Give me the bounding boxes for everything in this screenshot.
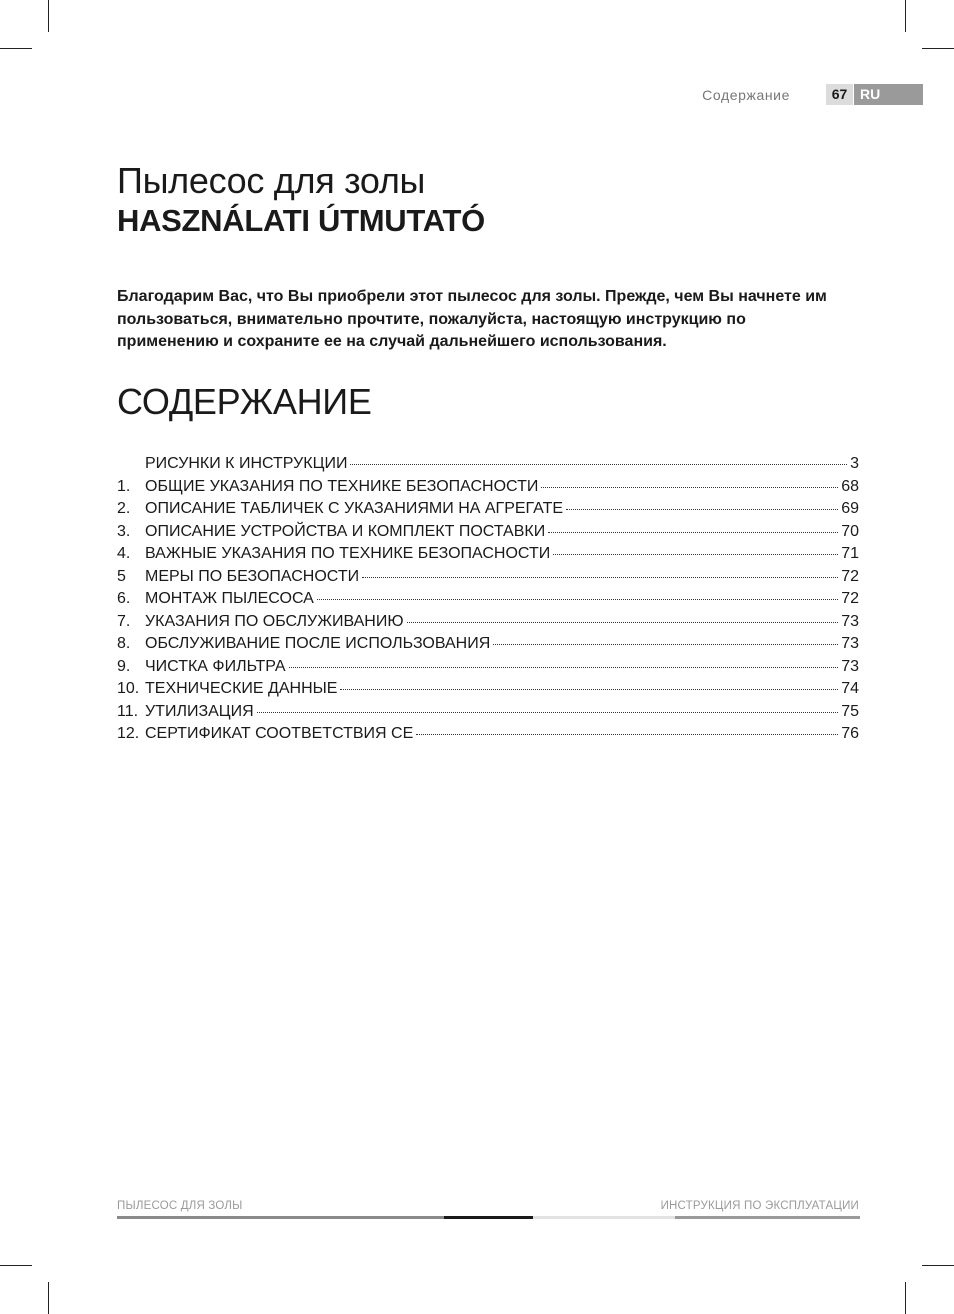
toc-item-page: 73 (841, 612, 859, 630)
toc-item-label: УТИЛИЗАЦИЯ (145, 702, 254, 720)
toc-item[interactable] (117, 613, 859, 636)
toc-item-number: 8. (117, 635, 131, 652)
toc-dot-leader (362, 576, 838, 578)
toc-item-page: 74 (841, 680, 859, 697)
crop-mark (0, 48, 32, 49)
toc-item[interactable] (117, 703, 859, 726)
toc-dot-leader (257, 711, 839, 713)
header-section-title: Содержание (702, 87, 790, 103)
toc-item[interactable] (117, 635, 859, 658)
toc-item-label: МОНТАЖ ПЫЛЕСОСА (145, 590, 314, 607)
toc-item-label: ТЕХНИЧЕСКИЕ ДАННЫЕ (145, 680, 338, 697)
toc-item-page: 71 (841, 545, 859, 562)
toc-item-label: ОБЩИЕ УКАЗАНИЯ ПО ТЕХНИКЕ БЕЗОПАСНОСТИ (145, 477, 539, 495)
toc-item[interactable] (117, 680, 859, 703)
toc-item-label: УКАЗАНИЯ ПО ОБСЛУЖИВАНИЮ (145, 612, 404, 630)
toc-item-label: СЕРТИФИКАТ СООТВЕТСТВИЯ CE (145, 725, 414, 742)
toc-item-number: 5 (117, 567, 126, 585)
document-title: Пылесос для золы (117, 160, 426, 201)
toc-item-label: ЧИСТКА ФИЛЬТРА (145, 657, 286, 675)
crop-mark (0, 1265, 32, 1266)
toc-item-label: ОПИСАНИЕ УСТРОЙСТВА И КОМПЛЕКТ ПОСТАВКИ (145, 522, 546, 540)
toc-item[interactable] (117, 545, 859, 568)
header-page-number: 67 (826, 84, 853, 105)
toc-item-number: 1. (117, 477, 131, 495)
page-header (0, 84, 954, 106)
toc-dot-leader (493, 643, 838, 645)
crop-mark (922, 1265, 954, 1266)
toc-item[interactable] (117, 455, 859, 478)
toc-item-label: ВАЖНЫЕ УКАЗАНИЯ ПО ТЕХНИКЕ БЕЗОПАСНОСТИ (145, 545, 551, 562)
toc-item-number: 7. (117, 612, 131, 630)
toc-dot-leader (340, 688, 838, 690)
crop-mark (905, 0, 906, 32)
toc-item-page: 76 (841, 725, 859, 742)
toc-item-label: ОПИСАНИЕ ТАБЛИЧЕК С УКАЗАНИЯМИ НА АГРЕГАТЕ (145, 500, 564, 517)
footer-rule (675, 1216, 860, 1219)
toc-item-number: 2. (117, 500, 131, 517)
toc-item-page: 3 (850, 455, 859, 472)
toc-item-page: 72 (841, 590, 859, 607)
footer-product-name: ПЫЛЕСОС ДЛЯ ЗОЛЫ (117, 1200, 243, 1212)
toc-item-number: 12. (117, 725, 140, 742)
toc-dot-leader (317, 598, 838, 600)
toc-heading: СОДЕРЖАНИЕ (117, 381, 372, 422)
toc-item[interactable] (117, 725, 859, 748)
toc-dot-leader (553, 553, 838, 555)
toc-dot-leader (350, 463, 847, 465)
document-subtitle: HASZNÁLATI ÚTMUTATÓ (117, 203, 485, 238)
toc-item-number: 11. (117, 702, 139, 720)
toc-dot-leader (289, 666, 839, 668)
table-of-contents (117, 455, 859, 748)
toc-item[interactable] (117, 658, 859, 681)
toc-item-number: 3. (117, 522, 131, 540)
toc-dot-leader (566, 508, 838, 510)
crop-mark (48, 1282, 49, 1314)
header-language-badge: RU (854, 84, 923, 105)
toc-item[interactable] (117, 568, 859, 591)
crop-mark (905, 1282, 906, 1314)
toc-item[interactable] (117, 590, 859, 613)
toc-item-number: 6. (117, 590, 131, 607)
crop-mark (48, 0, 49, 32)
toc-item-label: РИСУНКИ К ИНСТРУКЦИИ (145, 455, 348, 472)
toc-item-page: 75 (841, 702, 859, 720)
toc-dot-leader (541, 486, 838, 488)
footer-rule (533, 1216, 675, 1219)
crop-mark (922, 48, 954, 49)
toc-dot-leader (548, 531, 838, 533)
footer-document-type: ИНСТРУКЦИЯ ПО ЭКСПЛУАТАЦИИ (660, 1200, 859, 1212)
footer-rule (117, 1216, 444, 1219)
toc-item-number: 9. (117, 657, 131, 675)
toc-item-page: 73 (841, 657, 859, 675)
toc-item-page: 70 (841, 522, 859, 540)
toc-dot-leader (416, 733, 838, 735)
toc-item[interactable] (117, 523, 859, 546)
toc-item-label: МЕРЫ ПО БЕЗОПАСНОСТИ (145, 567, 360, 585)
toc-item-number: 10. (117, 680, 140, 697)
toc-item-page: 68 (841, 477, 859, 495)
toc-item[interactable] (117, 500, 859, 523)
footer-rule (444, 1216, 533, 1219)
toc-item-page: 72 (841, 567, 859, 585)
toc-item-number: 4. (117, 545, 131, 562)
toc-item-page: 73 (841, 635, 859, 652)
toc-item-page: 69 (841, 500, 859, 517)
toc-item-label: ОБСЛУЖИВАНИЕ ПОСЛЕ ИСПОЛЬЗОВАНИЯ (145, 635, 491, 652)
intro-paragraph: Благодарим Вас, что Вы приобрели этот пылесос для золы. Прежде, чем Вы начнете им пользоваться, внимательно прочтите, пожалуйста, настоящую инструкцию по применению и сохраните ее на случай дальнейшего использования. (117, 288, 827, 350)
toc-dot-leader (407, 621, 839, 623)
toc-item[interactable] (117, 478, 859, 501)
